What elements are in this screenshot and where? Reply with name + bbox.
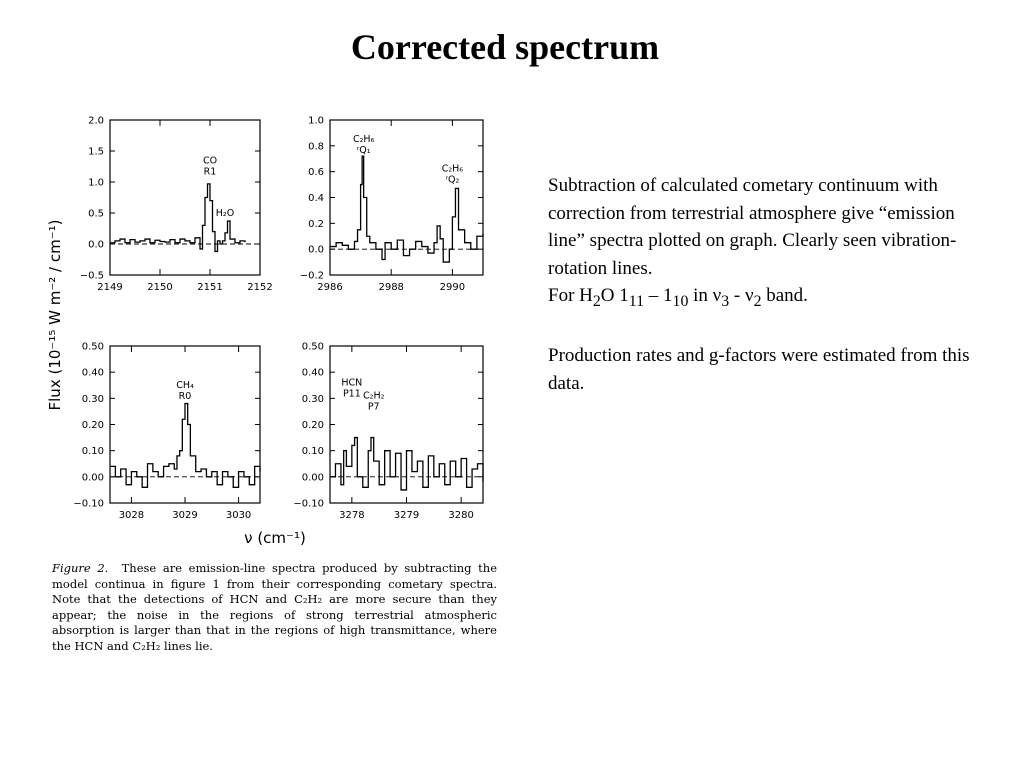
spectra-figure [40,100,500,550]
desc-line-3: Production rates and g-factors were estimated from this data. [548,345,970,394]
panel-top-left-ytick-label: −0.5 [79,270,104,282]
panel-bottom-left-ytick-label: 0.40 [81,367,104,379]
panel-bottom-right-ytick-label: 0.50 [301,341,324,353]
panel-top-right-xtick-label: 2988 [378,282,404,293]
panel-top-right-ytick-label: 0.2 [308,218,324,230]
panel-top-left-xtick-label: 2149 [97,282,123,293]
panel-bottom-left-xtick-label: 3028 [118,510,145,521]
caption-text: These are emission-line spectra produced by subtracting the model continua in figure 1 from their corresponding cometary spectra. Note that the detections of HCN and C₂H₂ are more secure than they appear; the noise in the regions of strong terrestrial atmospheric absorption is larger than that in the regions of high transmittance, where the HCN and C₂H₂ lines lie. [52,561,497,653]
panel-top-left-ytick-label: 2.0 [88,115,104,127]
panel-bottom-left-ytick-label: 0.50 [81,341,104,353]
panel-bottom-left-xtick-label: 3029 [172,510,198,521]
x-axis-label: ν (cm⁻¹) [244,529,306,547]
panel-bottom-left-series-line [110,404,260,488]
panel-bottom-right-xtick-label: 3280 [448,510,474,521]
panel-bottom-right-ytick-label: 0.10 [301,446,324,458]
desc-line-1: Subtraction of calculated cometary continuum with correction from terrestrial atmosphere give “emission line” spectra plotted on graph. Clearly seen vibration-rotation lines. [548,175,957,279]
panel-top-right-ytick-label: 0.4 [308,193,324,204]
panel-bottom-left-ytick-label: −0.10 [73,498,104,510]
panel-top-left-line-label: H₂O [215,208,235,220]
panel-bottom-right-line-label: HCN [341,377,363,389]
description [548,172,988,397]
panel-top-left-ytick-label: 1.5 [88,146,104,158]
panel-bottom-right-line-label: P7 [367,401,380,413]
panel-top-left-ytick-label: 0.5 [88,208,104,220]
desc-for-prefix: For H [548,285,593,306]
panel-top-right-xtick-label: 2990 [439,282,466,293]
desc-sub-2: 11 [628,292,645,310]
caption-label: Figure 2. [52,561,109,575]
desc-for-band: band. [761,285,808,306]
panel-bottom-right-series-line [330,438,483,490]
panel-top-right-ytick-label: 1.0 [308,115,324,127]
desc-for-o: O 1 [600,285,629,306]
desc-for-minus: - ν [729,285,754,306]
panel-bottom-right-xtick-label: 3278 [339,510,365,521]
panel-bottom-left-line-label: R0 [178,390,192,402]
panel-top-right-ytick-label: −0.2 [299,270,324,282]
panel-top-right-ytick-label: 0.0 [308,244,324,256]
y-axis-label: Flux (10⁻¹⁵ W m⁻² / cm⁻¹) [46,219,64,411]
panel-bottom-left-ytick-label: 0.30 [81,393,104,405]
page-title: Corrected spectrum [350,27,660,67]
panel-top-left-line-label: R1 [203,166,217,178]
desc-for-dash: – 1 [644,285,673,306]
panel-top-left-xtick-label: 2151 [197,282,223,293]
panel-bottom-right-ytick-label: 0.20 [301,420,324,431]
panel-bottom-left-line-label: CH₄ [176,379,194,391]
panel-bottom-right-ytick-label: −0.10 [293,498,324,510]
panel-top-left-xtick-label: 2150 [147,282,173,293]
panel-top-left-ytick-label: 0.0 [88,239,104,251]
panel-bottom-right-line-label: C₂H₂ [363,390,385,402]
panel-bottom-right-ytick-label: 0.30 [301,393,324,405]
panel-top-right-line-label: ʳQ₁ [356,144,371,156]
panel-top-left-frame [110,120,260,275]
desc-sub-4: 3 [721,292,730,310]
desc-line-2 [548,282,988,315]
panel-bottom-right-ytick-label: 0.00 [301,472,324,484]
panel-bottom-left-ytick-label: 0.10 [81,446,104,458]
panel-bottom-left-frame [110,346,260,503]
panel-bottom-left-xtick-label: 3030 [225,510,252,521]
desc-sub-1: 2 [592,292,601,310]
desc-sub-5: 2 [753,292,762,310]
panel-top-right-line-label: ʳQ₂ [445,174,460,186]
panel-bottom-left-ytick-label: 0.00 [81,472,104,484]
panel-top-right-xtick-label: 2986 [317,282,343,293]
desc-sub-3: 10 [672,292,689,310]
panel-bottom-right-xtick-label: 3279 [393,510,420,521]
panel-top-left-ytick-label: 1.0 [88,177,104,189]
panel-bottom-left-ytick-label: 0.20 [81,420,104,431]
panel-top-left-line-label: CO [202,155,218,167]
figure-caption [52,561,497,654]
panel-bottom-right-ytick-label: 0.40 [301,367,324,379]
panel-bottom-right-line-label: P11 [342,388,361,400]
panel-top-right-line-label: C₂H₆ [352,133,375,145]
panel-top-right-line-label: C₂H₆ [441,163,464,175]
panel-top-left-xtick-label: 2152 [247,282,273,293]
panel-top-right-ytick-label: 0.6 [308,167,324,179]
desc-for-in: in ν [688,285,722,306]
panel-top-right-ytick-label: 0.8 [308,141,324,153]
